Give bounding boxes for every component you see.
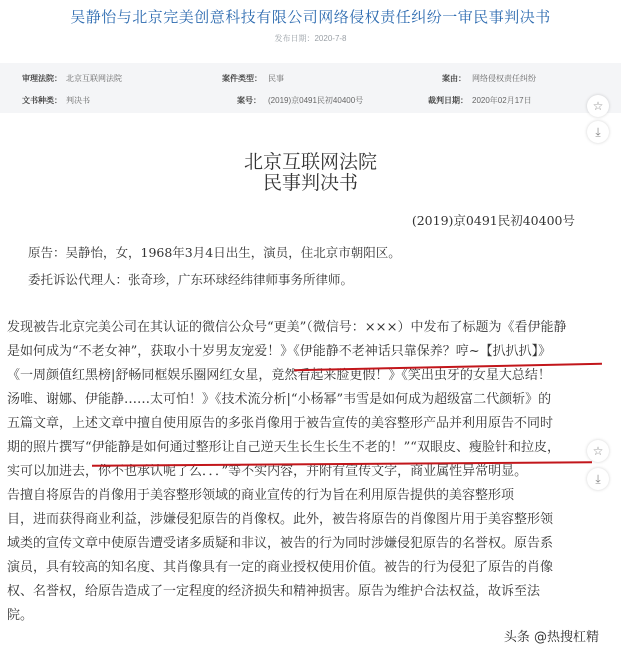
doc-type-label: 文书种类： [22, 96, 62, 105]
case-type-value: 民事 [268, 74, 284, 83]
body-line: 发现被告北京完美公司在其认证的微信公众号“更美”（微信号：×××）中发布了标题为《看伊能静 [7, 320, 567, 335]
judgment-date-label: 裁判日期： [428, 96, 468, 105]
court-heading: 北京互联网法院 [243, 151, 377, 173]
court-value: 北京互联网法院 [66, 74, 122, 83]
publish-date: 发布日期：2020-7-8 [274, 34, 347, 43]
body-line: 目，进而获得商业利益，涉嫌侵犯原告的肖像权。此外，被告将原告的肖像图片用于美容整形领 [7, 512, 554, 527]
cause-value: 网络侵权责任纠纷 [472, 74, 536, 83]
cause-label: 案由： [442, 74, 466, 83]
body-line: 期的照片撰写“伊能静是如何通过整形让自己逆天生长生长生不老的！”“双眼皮、瘦脸针和拉皮， [7, 440, 560, 455]
doc-type-value: 判决书 [66, 96, 90, 105]
body-line: 演员，具有较高的知名度、其肖像具有一定的商业授权使用价值。被告的行为侵犯了原告的肖像 [7, 560, 554, 575]
download-button[interactable] [587, 121, 609, 143]
body-line: 五篇文章，上述文章中擅自使用原告的多张肖像用于被告宣传的美容整形产品并利用原告不同时 [7, 416, 554, 431]
body-line: 是如何成为“不老女神”，获取小十岁男友宠爱！》《伊能静不老神话只靠保养？哼~【扒扒扒】》 [7, 344, 552, 359]
body-line: 《一周颜值红黑榜|舒畅同框娱乐圈网红女星，竟然看起来脸更假！》《笑出虫牙的女星大总结！ [7, 368, 551, 383]
agent-info: 委托诉讼代理人：张奇珍，广东环球经纬律师事务所律师。 [28, 272, 354, 287]
document-case-number: (2019)京0491民初40400号 [411, 213, 575, 228]
download-icon: ⤓ [595, 125, 601, 139]
body-line: 权、名誉权，给原告造成了一定程度的经济损失和精神损害。原告为维护合法权益，故诉至法 [7, 584, 541, 599]
body-line: 域类的宣传文章中使原告遭受诸多质疑和非议，被告的行为同时涉嫌侵犯原告的名誉权。原告系 [7, 536, 554, 551]
star-icon: ☆ [592, 444, 604, 458]
document-heading: 民事判决书 [262, 172, 358, 194]
case-type-label: 案件类型： [222, 74, 262, 83]
court-label: 审理法院： [22, 74, 62, 83]
page-title: 吴静怡与北京完美创意科技有限公司网络侵权责任纠纷一审民事判决书 [70, 8, 551, 26]
case-number-value: (2019)京0491民初40400号 [268, 96, 364, 105]
body-line: 院。 [7, 608, 34, 623]
case-number-label: 案号： [237, 96, 261, 105]
star-icon: ☆ [592, 99, 604, 113]
judgment-date-value: 2020年02月17日 [472, 96, 532, 105]
body-line: 实可以加进去，你不也承认呢了么．．．”等不实内容，并附有宣传文字，商业属性异常明显。 [7, 464, 528, 479]
favorite-star-button[interactable] [587, 95, 609, 117]
download-icon: ⤓ [595, 472, 601, 486]
page-header [0, 0, 621, 60]
body-line: 汤唯、谢娜、伊能静……太可怕！》《技术流分析|“小杨幂”韦雪是如何成为超级富二代颜斩》的 [7, 392, 552, 407]
plaintiff-info: 原告：吴静怡，女，1968年3月4日出生，演员，住北京市朝阳区。 [28, 245, 401, 260]
watermark: 头条 @热搜杠精 [500, 624, 603, 647]
case-meta-panel [0, 63, 621, 113]
body-line: 告擅自将原告的肖像用于美容整形领域的商业宣传的行为旨在利用原告提供的美容整形项 [7, 488, 515, 503]
